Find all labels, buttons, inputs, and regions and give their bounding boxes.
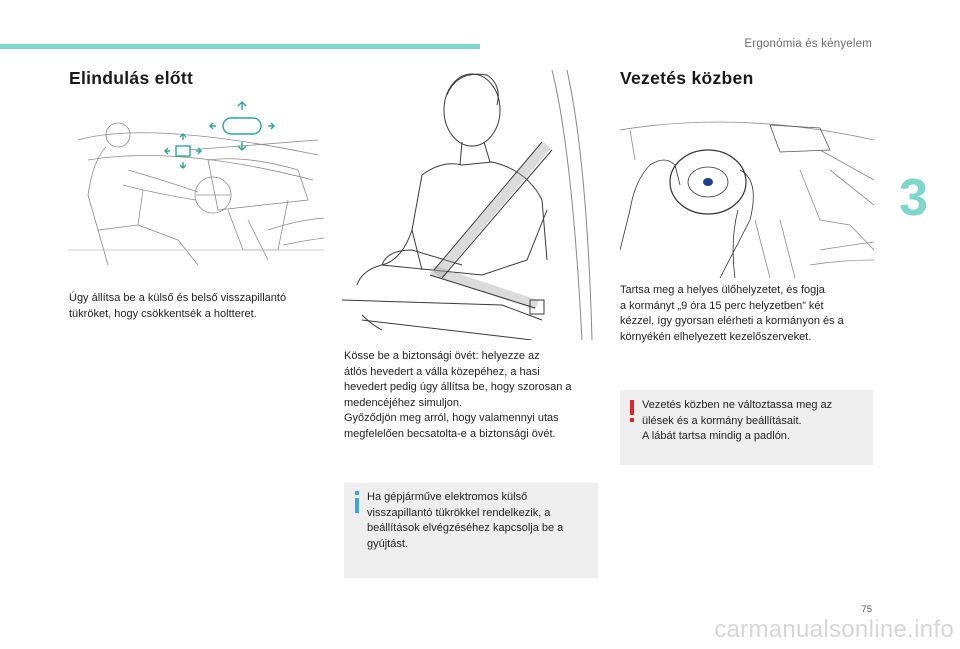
mirror-adjustment-illustration [68, 100, 324, 270]
text-line: átlós hevedert a válla közepéhez, a hasi [344, 365, 540, 378]
text-line: Győződjön meg arról, hogy valamennyi utas [344, 412, 559, 424]
seatbelt-instruction-text [344, 349, 571, 442]
watermark: carmanualsonline.info [714, 616, 954, 643]
page-number: 75 [861, 604, 872, 615]
text-line: gyújtást. [367, 537, 408, 550]
text-line: Ha gépjárműve elektromos külső [367, 491, 528, 503]
text-line: megfelelően becsatolta-e a biztonsági övét. [344, 427, 556, 440]
driving-position-text [620, 283, 844, 345]
text-line: A lábát tartsa mindig a padlón. [642, 430, 790, 442]
warning-box [620, 390, 873, 465]
text-line: ülések és a kormány beállításait. [642, 414, 802, 427]
chapter-title: Ergonómia és kényelem [744, 38, 872, 50]
chapter-number: 3 [899, 169, 928, 227]
info-box [344, 483, 598, 578]
text-line: tükröket, hogy csökkentsék a holtteret. [69, 307, 257, 320]
warning-icon [627, 400, 637, 422]
steering-wheel-illustration [620, 110, 874, 278]
info-icon [352, 491, 362, 513]
mirror-instruction-text [69, 291, 286, 322]
text-line: kézzel, így gyorsan elérheti a kormányon és a [620, 315, 844, 327]
text-line: Úgy állítsa be a külső és belső visszapillantó [69, 292, 287, 304]
text-line: visszapillantó tükrökkel rendelkezik, a [367, 506, 551, 519]
text-line: beállítások elvégzéséhez kapcsolja be a [367, 522, 564, 534]
info-box-text [367, 490, 563, 552]
text-line: hevedert pedig úgy állítsa be, hogy szorosan a [344, 381, 572, 393]
text-line: medencéjéhez simuljon. [344, 396, 463, 409]
warning-box-text [642, 398, 832, 445]
section-heading-before-start: Elindulás előtt [69, 68, 194, 88]
section-heading-while-driving: Vezetés közben [620, 68, 754, 88]
text-line: Tartsa meg a helyes ülőhelyzetet, és fogja [620, 284, 825, 296]
text-line: a kormányt „9 óra 15 perc helyzetben” két [620, 299, 824, 312]
text-line: Kösse be a biztonsági övét: helyezze az [344, 350, 540, 362]
text-line: környékén elhelyezett kezelőszerveket. [620, 330, 812, 343]
seatbelt-illustration [342, 70, 594, 340]
text-line: Vezetés közben ne változtassa meg az [642, 399, 833, 411]
header-accent-bar [0, 44, 480, 49]
